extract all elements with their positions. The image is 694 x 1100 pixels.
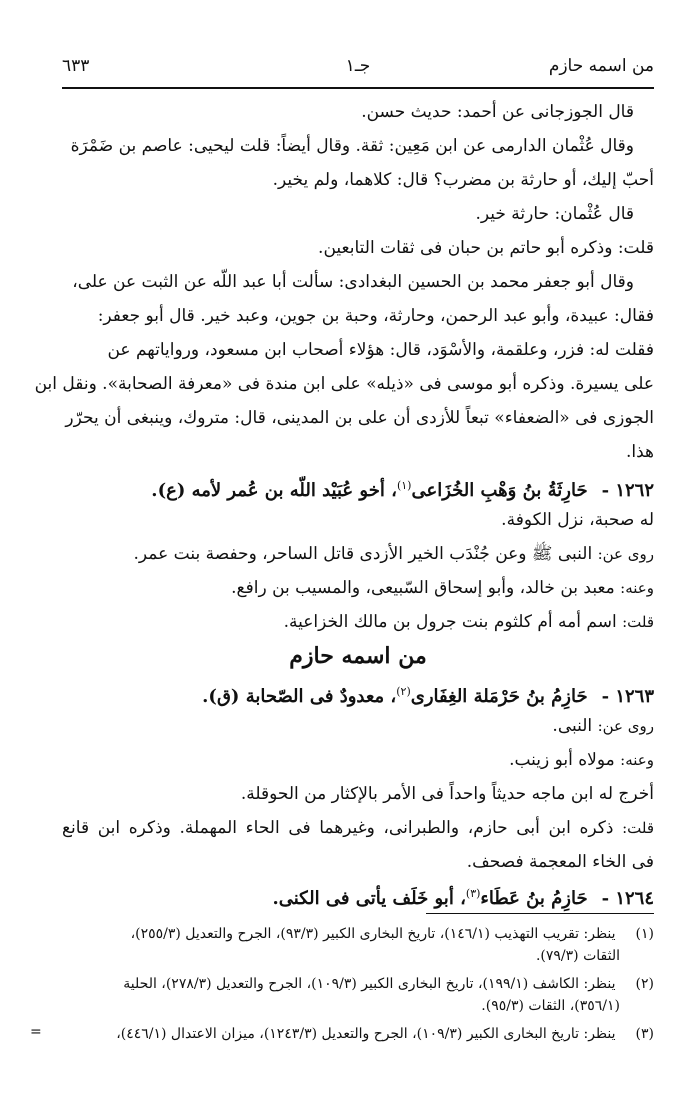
text-line: فقلت له: فزر، وعلقمة، والأسْوَد، قال: هؤلاء أصحاب ابن مسعود، ورواياتهم عن [107, 340, 654, 360]
text-line: على يسيرة. وذكره أبو موسى فى «ذيله» على ابن مندة فى «معرفة الصحابة». ونقل ابن [34, 374, 654, 394]
entry-heading-1264 [272, 878, 654, 910]
narrated-from-line [133, 538, 654, 570]
text-line: قال الجوزجانى عن أحمد: حديث حسن. [361, 102, 634, 122]
entry-number: ١٢٦٢ - [601, 480, 654, 501]
footnote-1 [131, 922, 654, 946]
entry-name: حَارِثَةُ بنُ وَهْبِ الخُزَاعى [411, 480, 588, 501]
entry-heading-rest: ، معدودٌ فى الصّحابة (ق). [202, 686, 397, 707]
narrated-from-line [552, 710, 654, 742]
entry-heading-rest: ، أخو عُبَيْد اللّه بن عُمر لأمه (ع). [151, 480, 397, 501]
text-line: قال عُثْمان: حارثة خير. [475, 204, 634, 224]
page-number: ٦٣٣ [62, 56, 90, 76]
footnote-ref: (٣) [465, 887, 481, 900]
text-line: وقال أبو جعفر محمد بن الحسين البغدادى: سألت أبا عبد اللّه عن الثبت عن على، [72, 272, 634, 292]
text-line: له صحبة، نزل الكوفة. [501, 510, 654, 530]
text-line: هذا. [625, 442, 654, 462]
narrated-from-label: روى عن: [597, 717, 654, 735]
footnote-text: الثقات (٧٩/٣). [535, 948, 620, 964]
comment-text: ذكره ابن أبى حازم، والطبرانى، وغيرهما فى الحاء المهملة. وذكره ابن قانع [62, 818, 614, 838]
entry-heading-rest: ، أبو خَلَف يأتى فى الكنى. [272, 888, 466, 909]
text-line: فقال: عبيدة، وأبو عبد الرحمن، وحارثة، وحبة بن جوين، وعبد خير. قال أبو جعفر: [97, 306, 654, 326]
entry-name: حَازِمُ بنُ حَرْمَلة الغِفَارى [410, 686, 588, 707]
footnote-text: (٣٥٦/١)، الثقات (٩٥/٣). [481, 998, 620, 1014]
footnote-3 [116, 1022, 654, 1046]
footnote-number: (١) [635, 926, 654, 942]
text-line: أخرج له ابن ماجه حديثاً واحداً فى الأمر بالإكثار من الحوقلة. [240, 784, 654, 804]
footnote-number: (٢) [635, 976, 654, 992]
narrators-text: مولاه أبو زينب. [509, 750, 615, 770]
narrators-label: وعنه: [620, 579, 654, 597]
comment-label: قلت: [622, 613, 654, 631]
header-rule [62, 87, 654, 89]
text-line: وقال عُثْمان الدارمى عن ابن مَعِين: ثقة. وقال أيضاً: قلت ليحيى: عاصم بن ضَمْرَة [70, 136, 634, 156]
entry-name: حَازِمُ بنُ عَطَاء [480, 888, 588, 909]
narrators-text: معبد بن خالد، وأبو إسحاق السّبيعى، والمسيب بن رافع. [231, 578, 615, 598]
footnote-separator [426, 913, 654, 914]
footnote-ref: (١) [396, 479, 412, 492]
entry-number: ١٢٦٣ - [601, 686, 654, 707]
narrators-line [509, 744, 654, 776]
footnote-ref: (٢) [396, 685, 411, 698]
narrated-from-text: النبى ﷺ وعن جُنْدَب الخير الأزدى قاتل الساحر، وحفصة بنت عمر. [133, 544, 593, 564]
comment-label: قلت: [622, 819, 655, 837]
section-heading: من اسمه حازم [289, 643, 427, 669]
narrators-label: وعنه: [620, 751, 654, 769]
footnote-2 [123, 972, 654, 996]
text-line: أحبّ إليك، أو حارثة بن مضرب؟ قال: كلاهما، ولم يخير. [272, 170, 654, 190]
text-line: الجوزى فى «الضعفاء» تبعاً للأزدى أن على بن المدينى، قال: متروك، وينبغى أن يحرّر [65, 408, 654, 428]
footnote-text: ينظر: الكاشف (١٩٩/١)، تاريخ البخارى الكبير (١٠٩/٣)، الجرح والتعديل (٢٧٨/٣)، الحلية [123, 976, 616, 992]
footnote-number: (٣) [635, 1026, 654, 1042]
page-header [62, 52, 654, 86]
footnote-text: ينظر: تقريب التهذيب (١٤٦/١)، تاريخ البخارى الكبير (٩٣/٣)، الجرح والتعديل (٢٥٥/٣)، [130, 926, 616, 942]
footnote-text: ينظر: تاريخ البخارى الكبير (١٠٩/٣)، الجرح والتعديل (١٢٤٣/٣)، ميزان الاعتدال (٤٤٦/١)، [116, 1026, 616, 1042]
text-line: فى الخاء المعجمة فصحف. [466, 852, 654, 872]
entry-heading-1262 [151, 470, 654, 502]
volume-label: جـ١ [345, 56, 371, 76]
running-title: من اسمه حازم [548, 56, 654, 76]
narrators-line [231, 572, 654, 604]
entry-heading-1263 [202, 676, 654, 708]
entry-number: ١٢٦٤ - [601, 888, 654, 909]
narrated-from-label: روى عن: [597, 545, 654, 563]
text-line: قلت: وذكره أبو حاتم بن حبان فى ثقات التابعين. [318, 238, 654, 258]
narrated-from-text: النبى. [552, 716, 593, 736]
comment-line [284, 606, 654, 638]
comment-text: اسم أمه أم كلثوم بنت جرول بن مالك الخزاعية. [283, 612, 617, 632]
continuation-mark: = [30, 1024, 42, 1040]
comment-line [62, 812, 654, 844]
